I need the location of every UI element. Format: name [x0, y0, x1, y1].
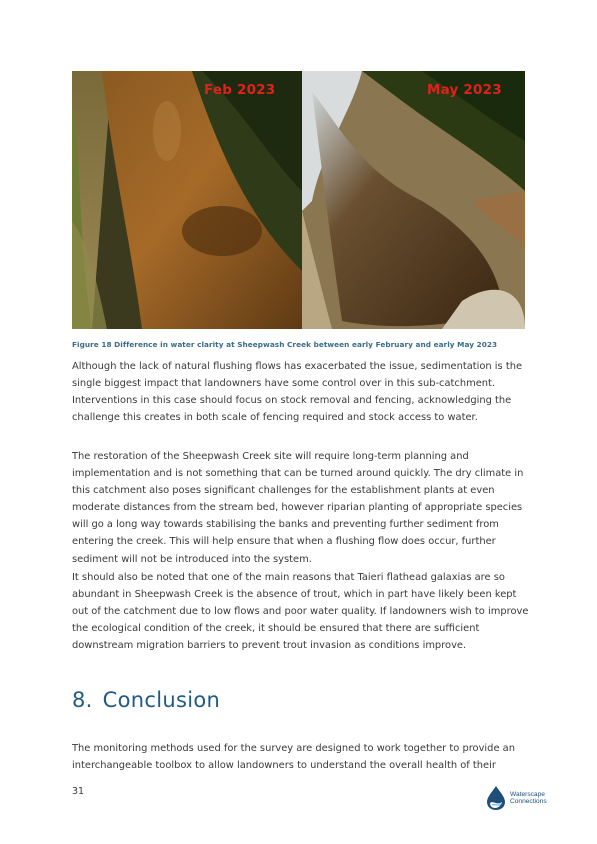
paragraph-trout: It should also be noted that one of the main reasons that Taieri flathead galaxias are so abundant in Sheepwash Creek is the absence of trout, which in part have likely been kept out of the catchment due to low flows and poor water quality. If landowners wish to improve the ecological condition of the creek, it should be ensured that there are sufficient downstream migration barriers to prevent trout invasion as conditions improve.	[72, 572, 529, 652]
water-drop-icon	[485, 785, 507, 811]
waterscape-logo	[485, 784, 565, 812]
photo-feb-2023	[72, 71, 302, 329]
section-heading	[72, 688, 220, 712]
logo-line-1: Waterscape	[510, 790, 545, 798]
creek-photo-feb	[72, 71, 302, 329]
logo-text	[510, 791, 547, 806]
logo-line-2: Connections	[510, 798, 547, 805]
paragraph-monitoring: The monitoring methods used for the survey are designed to work together to provide an interchangeable toolbox to allow landowners to understand the overall health of their	[72, 743, 515, 772]
section-number: 8.	[72, 688, 93, 712]
page-number: 31	[72, 786, 85, 797]
section-title: Conclusion	[102, 688, 221, 712]
figure-caption: Figure 18 Difference in water clarity at Sheepwash Creek between early February and early May 2023	[72, 340, 498, 349]
photo-label-may: May 2023	[427, 82, 502, 98]
figure-photos	[72, 71, 525, 329]
creek-photo-may	[302, 71, 525, 329]
paragraph-restoration: The restoration of the Sheepwash Creek site will require long-term planning and implementation and is not something that can be turned around quickly. The dry climate in this catchment also poses significant challenges for the establishment plants at even moderate distances from the stream bed, however riparian planting of appropriate species will go a long way towards stabilising the banks and preventing further sediment from entering the creek. This will help ensure that when a flushing flow does occur, further sediment will not be introduced into the system.	[72, 451, 524, 565]
paragraph-sedimentation: Although the lack of natural flushing flows has exacerbated the issue, sedimentation is the single biggest impact that landowners have some control over in this sub-catchment. Interventions in this case should focus on stock removal and fencing, acknowledging the challenge this creates in both scale of fencing required and stock access to water.	[72, 361, 523, 424]
photo-may-2023	[302, 71, 525, 329]
photo-label-feb: Feb 2023	[204, 82, 276, 98]
